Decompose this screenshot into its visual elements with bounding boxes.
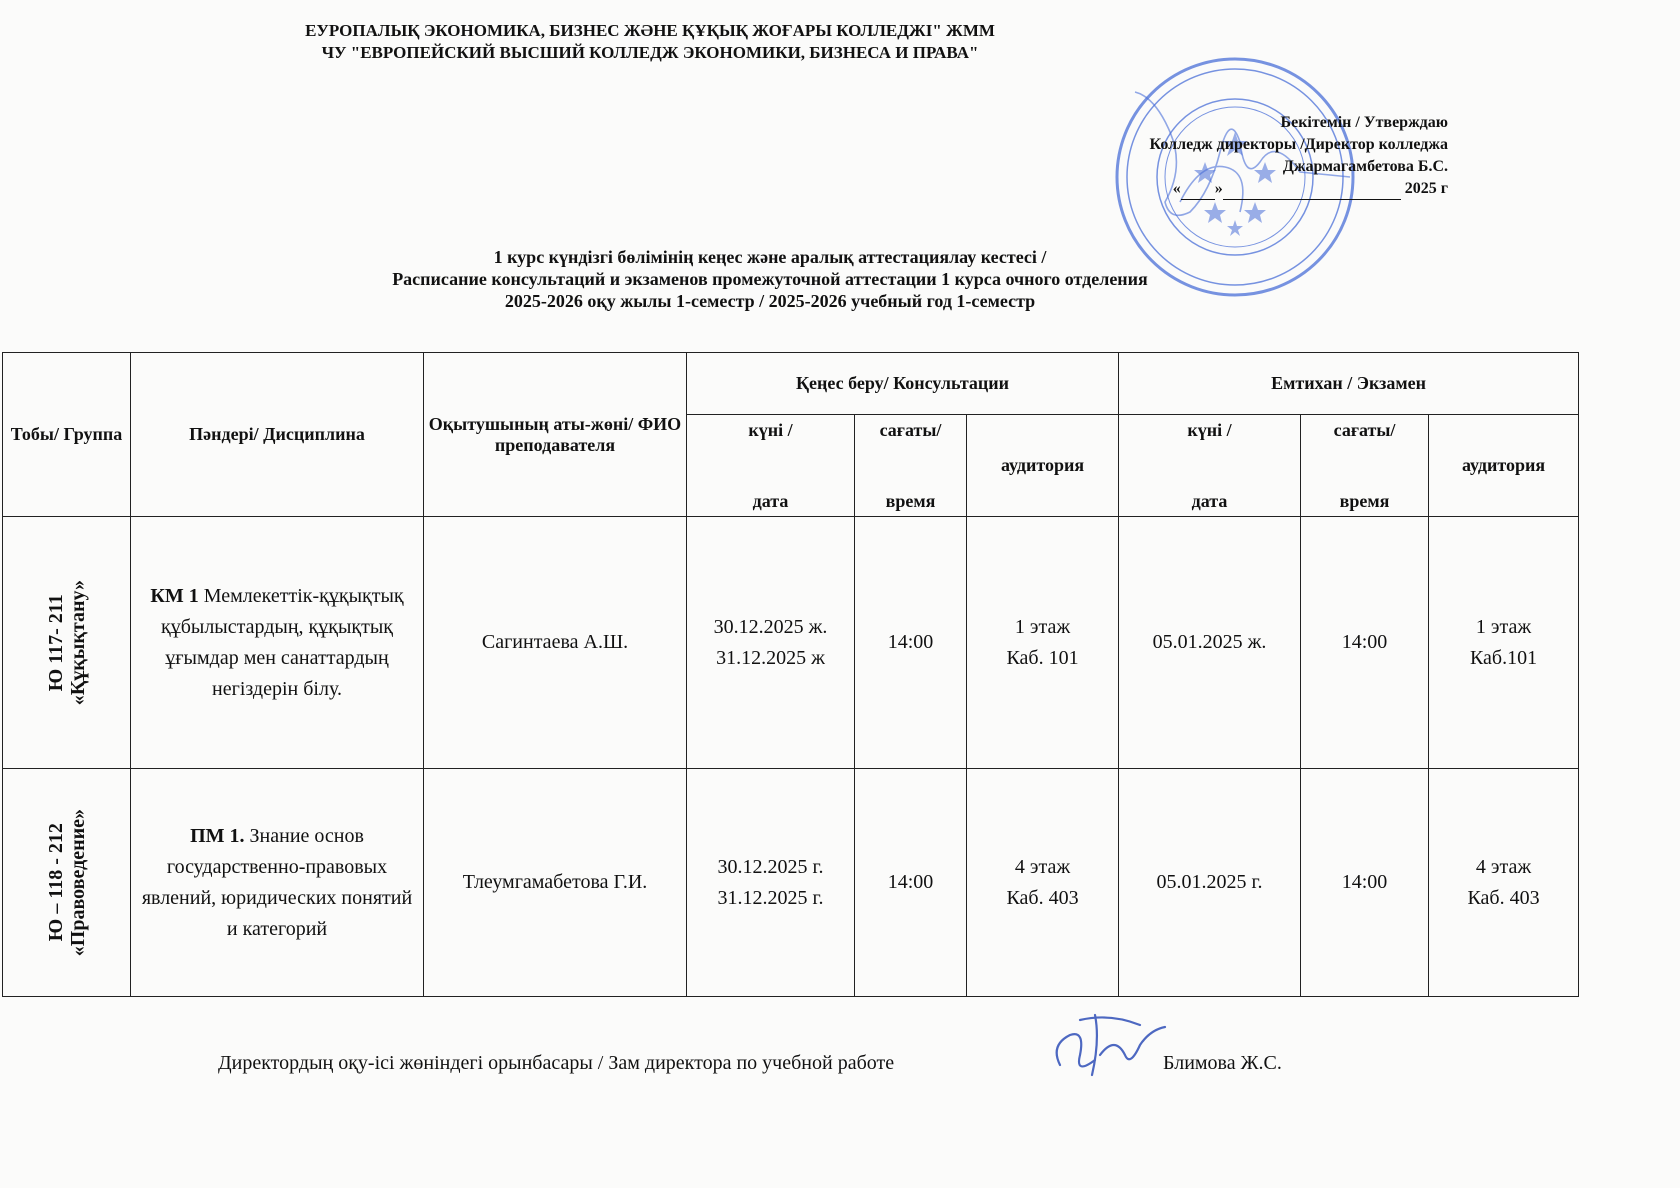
handwritten-signature <box>1040 1005 1170 1085</box>
deputy-position: Директордың оқу-ісі жөніндегі орынбасары / Зам директора по учебной работе <box>218 1052 895 1074</box>
group-cell: Ю 117- 211 «Құқықтану» <box>3 517 131 769</box>
header-consult-room: аудитория <box>967 415 1119 517</box>
consult-date-cell: 30.12.2025 г. 31.12.2025 г. <box>687 769 855 997</box>
approval-line-director: Колледж директоры /Директор колледжа <box>1149 136 1448 153</box>
consult-time-cell: 14:00 <box>855 769 967 997</box>
header-exam-time: сағаты/ время <box>1301 415 1429 517</box>
header-consultations: Қеңес беру/ Консультации <box>687 353 1119 415</box>
exam-date-cell: 05.01.2025 ж. <box>1119 517 1301 769</box>
day-blank <box>1181 183 1215 200</box>
college-header <box>300 20 1000 64</box>
exam-date-cell: 05.01.2025 г. <box>1119 769 1301 997</box>
approval-line-name: Джармагамбетова Б.С. <box>1282 158 1448 175</box>
footer-signature-line <box>218 1052 1282 1075</box>
approval-line-approve: Бекітемін / Утверждаю <box>1280 114 1448 131</box>
header-consult-time: сағаты/ время <box>855 415 967 517</box>
group-cell: Ю – 118 - 212 «Правоведение» <box>3 769 131 997</box>
consult-room-cell: 1 этаж Каб. 101 <box>967 517 1119 769</box>
exam-time-cell: 14:00 <box>1301 517 1429 769</box>
approval-year: 2025 г <box>1404 180 1448 197</box>
header-exam: Емтихан / Экзамен <box>1119 353 1579 415</box>
header-row-top <box>3 353 1579 415</box>
quote-close: » <box>1214 180 1223 197</box>
table-row <box>3 517 1579 769</box>
header-discipline: Пәндері/ Дисциплина <box>131 353 424 517</box>
teacher-cell: Сагинтаева А.Ш. <box>424 517 687 769</box>
title-line-ru: Расписание консультаций и экзаменов промежуточной аттестации 1 курса очного отделения <box>392 269 1148 289</box>
header-group: Тобы/ Группа <box>3 353 131 517</box>
table-row <box>3 769 1579 997</box>
header-exam-date: күні / дата <box>1119 415 1301 517</box>
quote-open: « <box>1172 180 1181 197</box>
title-line-kz: 1 курс күндізгі бөлімінің кеңес және аралық аттестациялау кестесі / <box>493 247 1047 267</box>
teacher-cell: Тлеумгамабетова Г.И. <box>424 769 687 997</box>
discipline-cell: КМ 1 Мемлекеттік-құқықтық құбылыстардың, құқықтық ұғымдар мен санаттардың негіздерін білу. <box>131 517 424 769</box>
consult-date-cell: 30.12.2025 ж. 31.12.2025 ж <box>687 517 855 769</box>
consult-room-cell: 4 этаж Каб. 403 <box>967 769 1119 997</box>
title-line-year: 2025-2026 оқу жылы 1-семестр / 2025-2026 учебный год 1-семестр <box>504 291 1036 311</box>
header-exam-room: аудитория <box>1429 415 1579 517</box>
exam-time-cell: 14:00 <box>1301 769 1429 997</box>
approval-date-line <box>1150 178 1448 200</box>
exam-room-cell: 4 этаж Каб. 403 <box>1429 769 1579 997</box>
consult-time-cell: 14:00 <box>855 517 967 769</box>
month-blank <box>1223 183 1401 200</box>
header-teacher: Оқытушының аты-жөні/ ФИО преподавателя <box>424 353 687 517</box>
exam-room-cell: 1 этаж Каб.101 <box>1429 517 1579 769</box>
deputy-name: Блимова Ж.С. <box>1163 1052 1282 1074</box>
college-name-kz: ЕУРОПАЛЫҚ ЭКОНОМИКА, БИЗНЕС ЖӘНЕ ҚҰҚЫҚ ЖОҒАРЫ КОЛЛЕДЖІ" ЖММ <box>305 21 995 40</box>
header-consult-date: күні / дата <box>687 415 855 517</box>
discipline-cell: ПМ 1. Знание основ государственно-правовых явлений, юридических понятий и категорий <box>131 769 424 997</box>
approval-block <box>1150 112 1448 200</box>
college-name-ru: ЧУ "ЕВРОПЕЙСКИЙ ВЫСШИЙ КОЛЛЕДЖ ЭКОНОМИКИ, БИЗНЕСА И ПРАВА" <box>321 43 979 62</box>
schedule-table <box>2 352 1579 997</box>
document-title <box>200 246 1340 312</box>
